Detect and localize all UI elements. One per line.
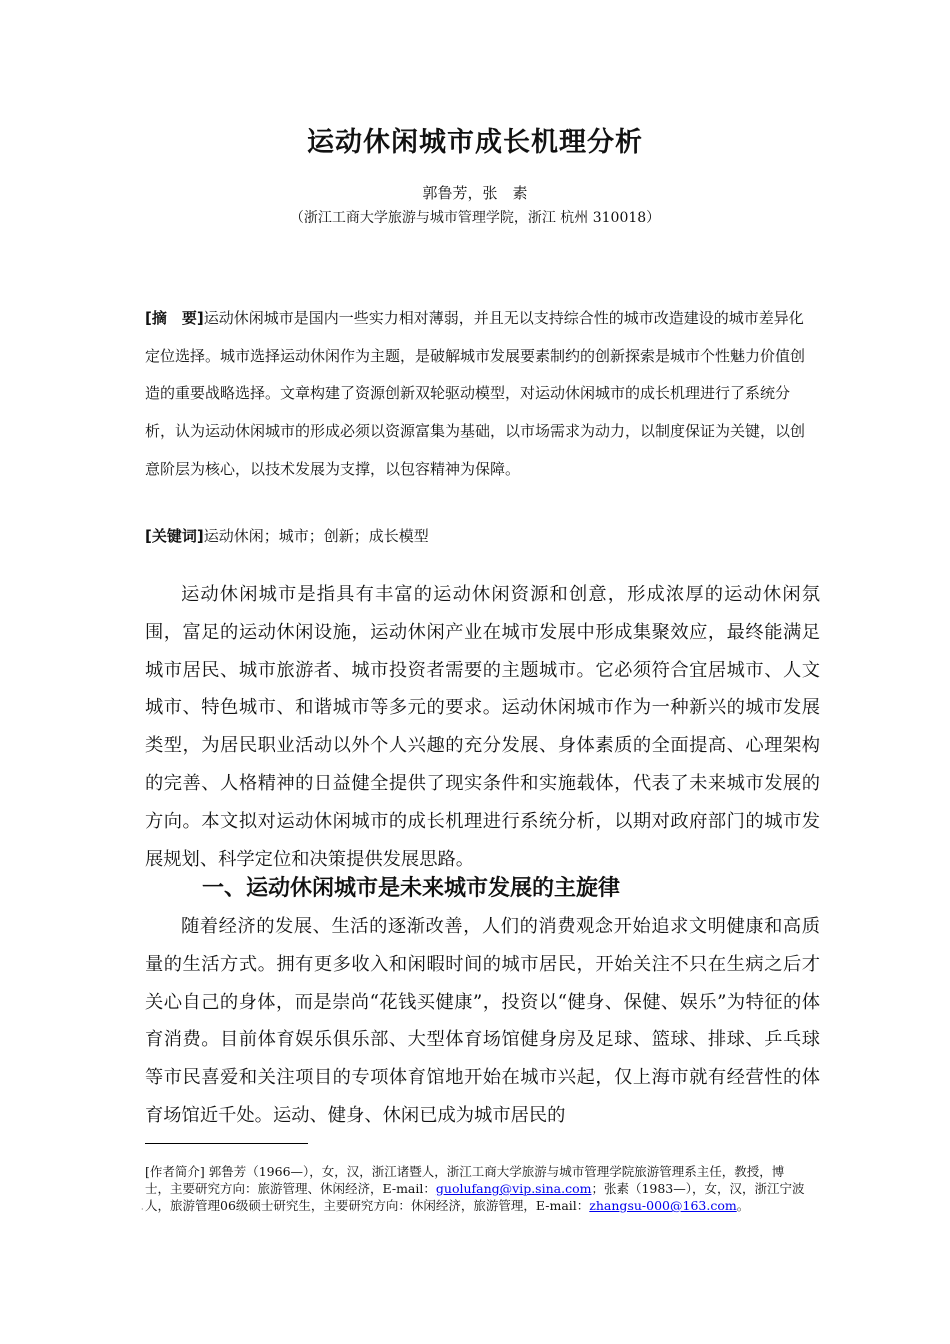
author-footnote xyxy=(145,1163,805,1214)
abstract-label: [摘 要] xyxy=(145,309,204,327)
footnote-text-1: [作者简介] 郭鲁芳（1966—），女，汉，浙江诸暨人，浙江工商大学旅游与城市管理学院旅游管理系主任，教授，博士，主要研究方向：旅游管理、休闲经济，E-mail： xyxy=(145,1164,785,1196)
intro-paragraph: 运动休闲城市是指具有丰富的运动休闲资源和创意，形成浓厚的运动休闲氛围，富足的运动休闲设施，运动休闲产业在城市发展中形成集聚效应，最终能满足城市居民、城市旅游者、城市投资者需要的主题城市。它必须符合宜居城市、人文城市、特色城市、和谐城市等多元的要求。运动休闲城市作为一种新兴的城市发展类型，为居民职业活动以外个人兴趣的充分发展、身体素质的全面提高、心理架构的完善、人格精神的日益健全提供了现实条件和实施载体，代表了未来城市发展的方向。本文拟对运动休闲城市的成长机理进行系统分析，以期对政府部门的城市发展规划、科学定位和决策提供发展思路。 xyxy=(145,584,820,870)
paper-authors: 郭鲁芳，张 素 xyxy=(422,184,528,202)
keywords-label: [关键词] xyxy=(145,527,204,545)
paper-affiliation: （浙江工商大学旅游与城市管理学院，浙江 杭州 310018） xyxy=(289,210,661,226)
footnote-text-3: 。 xyxy=(736,1198,750,1213)
abstract-text: 运动休闲城市是国内一些实力相对薄弱，并且无以支持综合性的城市改造建设的城市差异化定位选择。城市选择运动休闲作为主题，是破解城市发展要素制约的创新探索是城市个性魅力价值创造的重要战略选择。文章构建了资源创新双轮驱动模型，对运动休闲城市的成长机理进行了系统分析，认为运动休闲城市的形成必须以资源富集为基础，以市场需求为动力，以制度保证为关键，以创意阶层为核心，以技术发展为支撑，以包容精神为保障。 xyxy=(145,309,806,478)
email-link-guo[interactable]: guolufang@vip.sina.com xyxy=(435,1181,592,1196)
email-link-zhang[interactable]: zhangsu-000@163.com xyxy=(589,1198,737,1213)
section-paragraph: 随着经济的发展、生活的逐渐改善，人们的消费观念开始追求文明健康和高质量的生活方式。拥有更多收入和闲暇时间的城市居民，开始关注不只在生病之后才关心自己的身体，而是崇尚“花钱买健康”，投资以“健身、保健、娱乐”为特征的体育消费。目前体育娱乐俱乐部、大型体育场馆健身房及足球、篮球、排球、乒乓球等市民喜爱和关注项目的专项体育馆地开始在城市兴起，仅上海市就有经营性的体育场馆近千处。运动、健身、休闲已成为城市居民的 xyxy=(145,916,820,1126)
footnote-marker: · xyxy=(141,1205,144,1214)
footnote-text-2: ；张素（1983—），女，汉，浙江宁波人，旅游管理06级硕士研究生，主要研究方向：休闲经济，旅游管理，E-mail： xyxy=(145,1181,805,1213)
footnote-separator xyxy=(145,1143,308,1144)
keywords-text: 运动休闲；城市；创新；成长模型 xyxy=(203,527,429,545)
section-heading: 一、运动休闲城市是未来城市发展的主旋律 xyxy=(202,876,621,901)
keywords-block xyxy=(145,519,810,553)
paper-title: 运动休闲城市成长机理分析 xyxy=(307,127,643,158)
abstract-block xyxy=(145,300,810,489)
